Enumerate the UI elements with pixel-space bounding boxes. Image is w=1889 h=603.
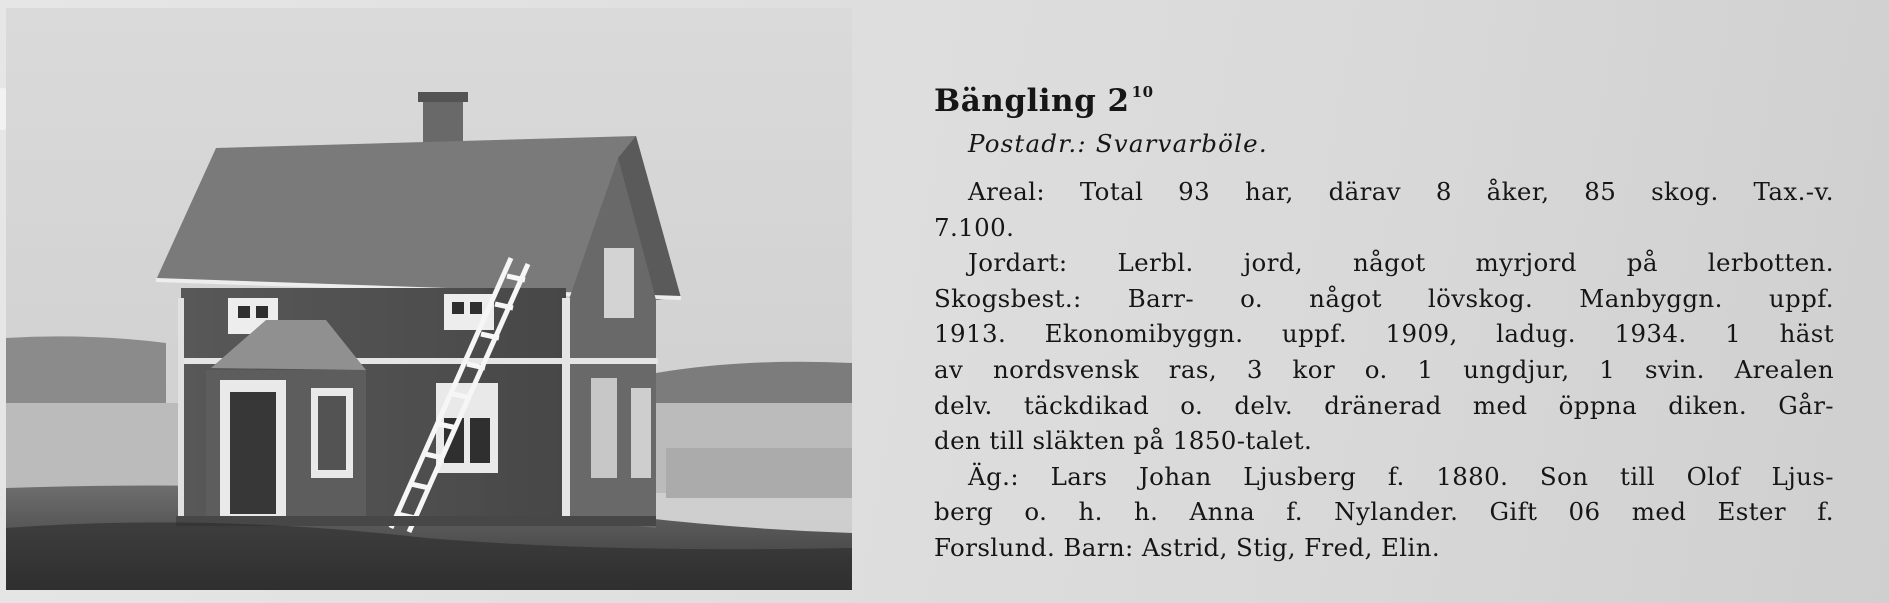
entry-line: Areal: Total 93 har, därav 8 åker, 85 skog. Tax.-v. bbox=[968, 177, 1834, 206]
entry-line: Äg.: Lars Johan Ljusberg f. 1880. Son till Olof Ljus- bbox=[968, 461, 1834, 491]
entry-title-superscript: 10 bbox=[1131, 83, 1154, 101]
entry-line: 7.100. bbox=[934, 212, 1015, 242]
entry-line: delv. täckdikad o. delv. dränerad med öppna diken. Går- bbox=[934, 390, 1834, 420]
entry-text bbox=[934, 72, 1834, 566]
entry-line: den till släkten på 1850-talet. bbox=[934, 426, 1313, 456]
entry-line: 1913. Ekonomibyggn. uppf. 1909, ladug. 1934. 1 häst bbox=[934, 319, 1834, 349]
entry-line: Forslund. Barn: Astrid, Stig, Fred, Elin. bbox=[934, 532, 1441, 562]
house-illustration bbox=[6, 8, 852, 590]
farmhouse-photo bbox=[6, 8, 852, 590]
entry-line: av nordsvensk ras, 3 kor o. 1 ungdjur, 1 svin. Arealen bbox=[934, 354, 1834, 384]
entry-title bbox=[934, 72, 1834, 120]
postal-address: Postadr.: Svarvarböle. bbox=[968, 129, 1268, 158]
entry-line: Jordart: Lerbl. jord, något myrjord på lerbotten. bbox=[968, 248, 1834, 278]
entry-line: Skogsbest.: Barr- o. något lövskog. Manbyggn. uppf. bbox=[934, 283, 1834, 313]
entry-line: berg o. h. h. Anna f. Nylander. Gift 06 med Ester f. bbox=[934, 497, 1834, 527]
entry-title-text: Bängling 2 bbox=[934, 83, 1130, 119]
